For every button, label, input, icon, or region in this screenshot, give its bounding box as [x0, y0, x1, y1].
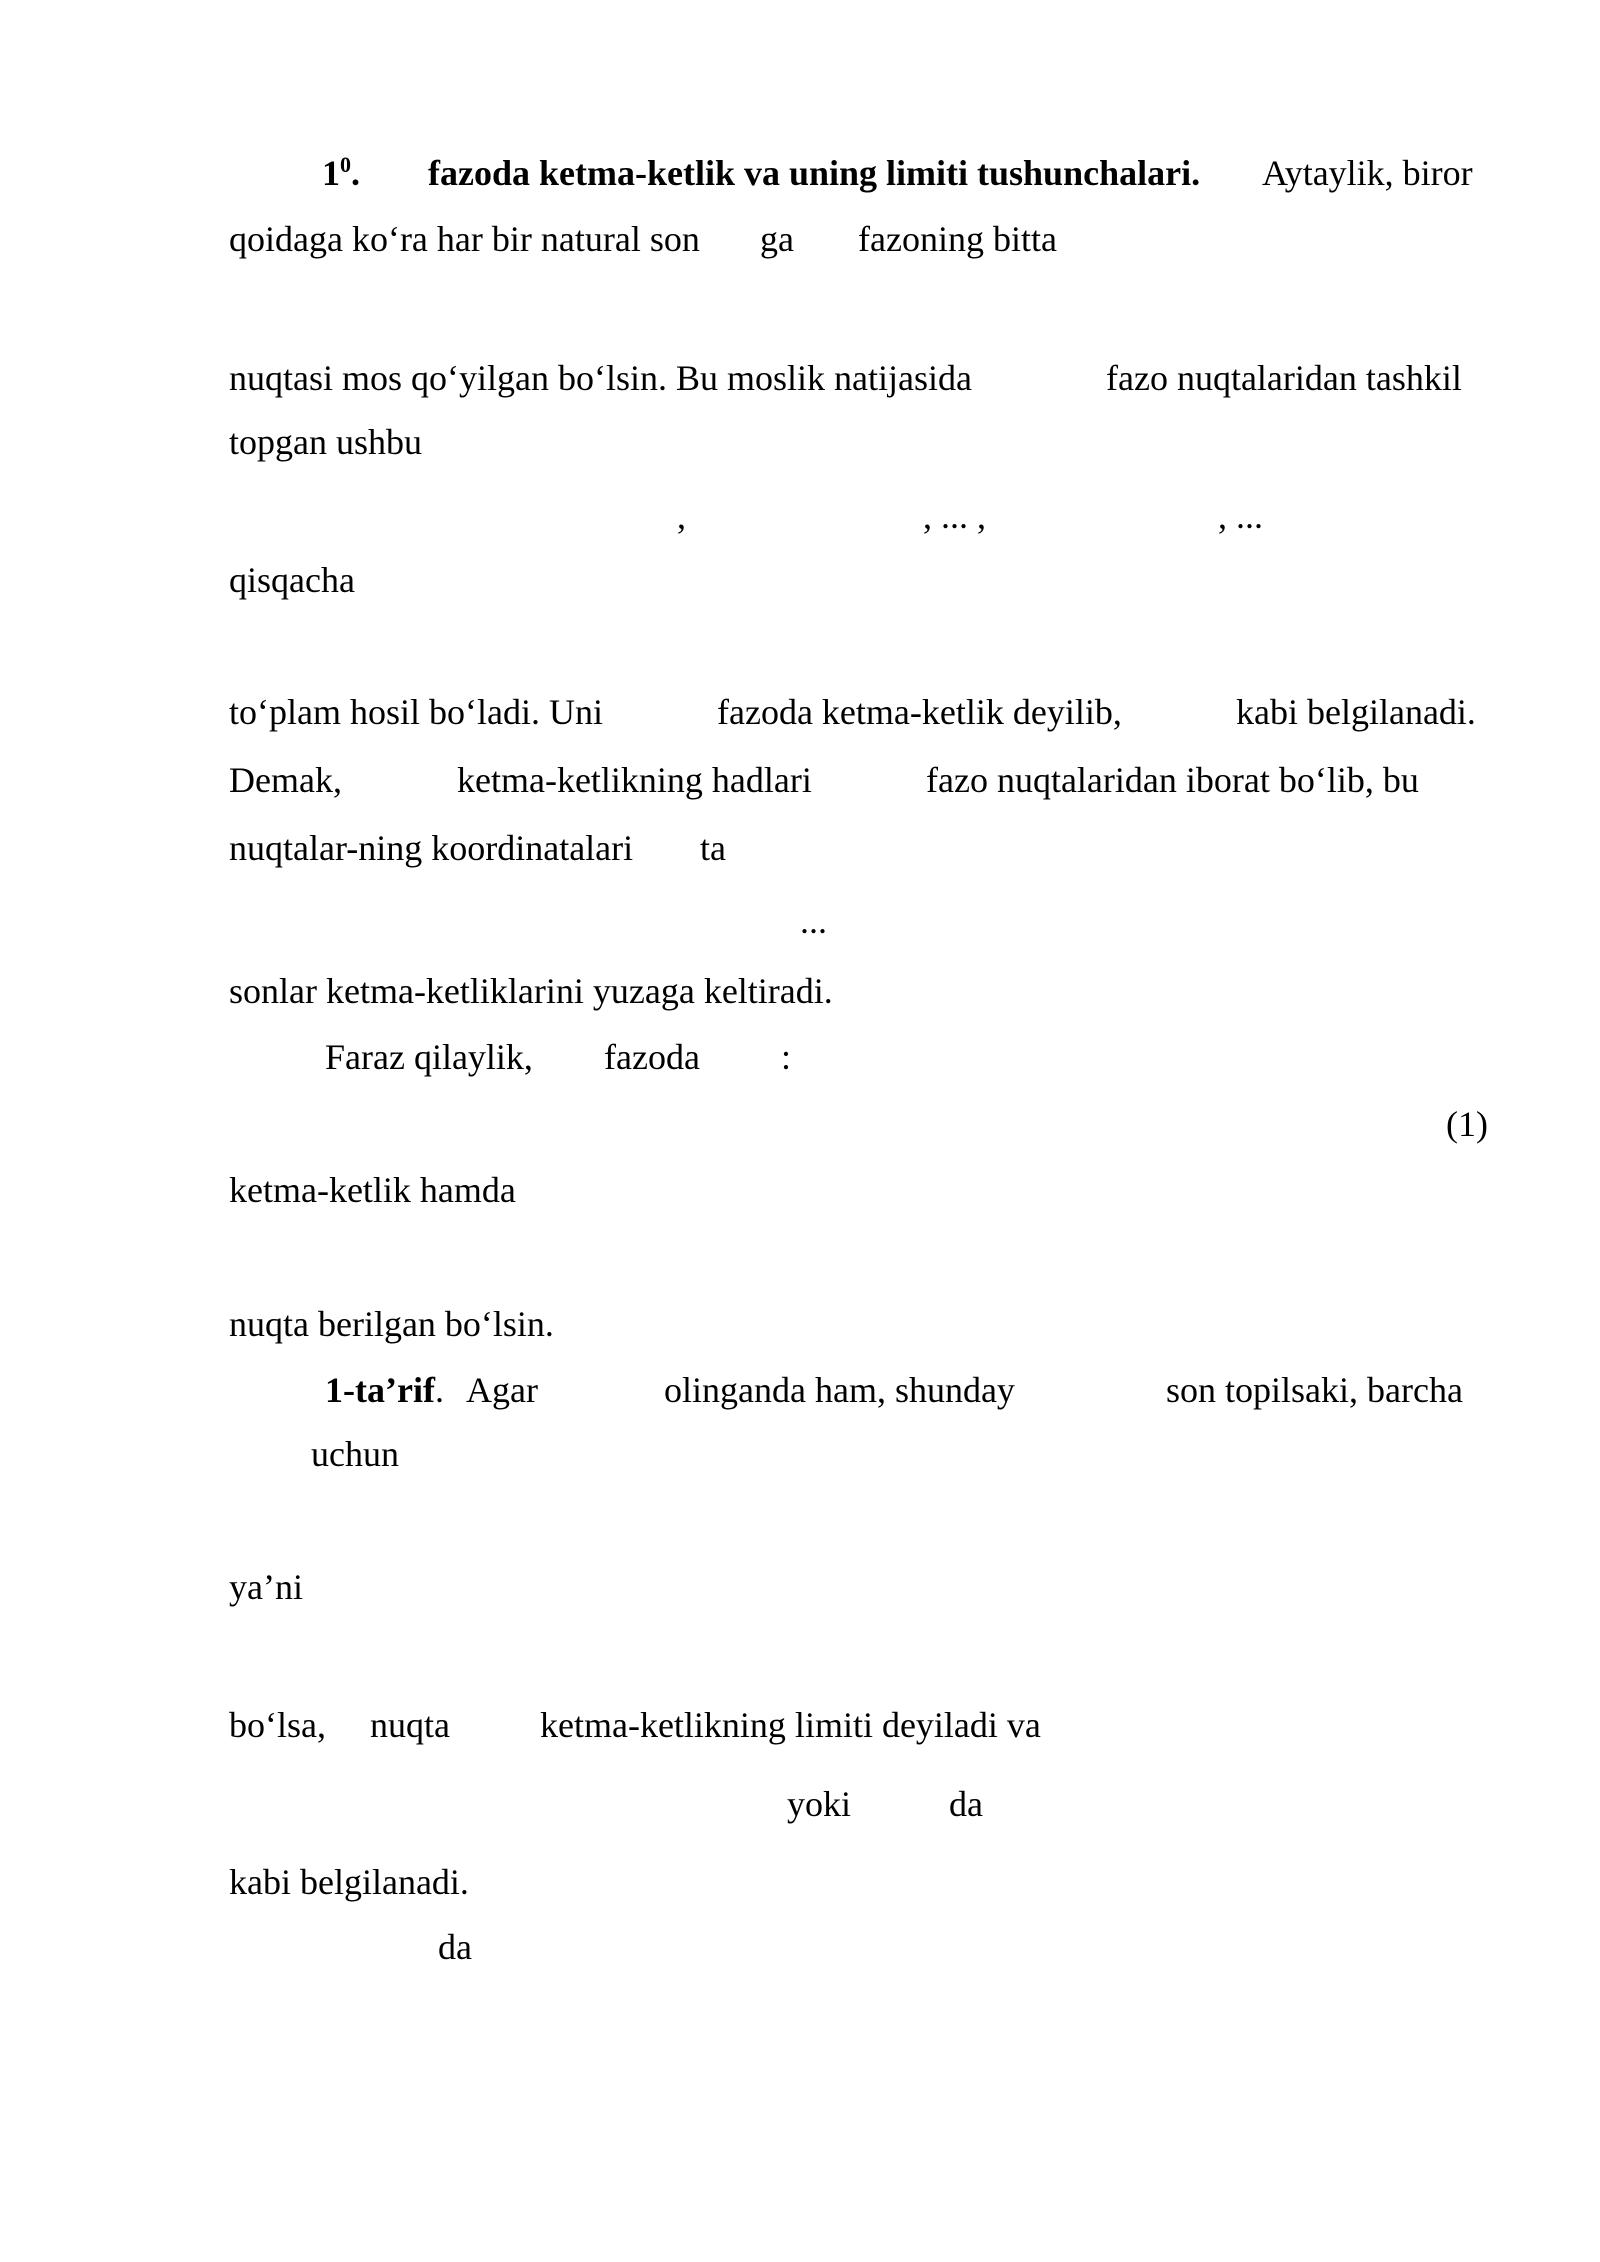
text-line: da — [438, 1927, 472, 1967]
sequence-separator: , — [677, 496, 686, 536]
text-line: to‘plam hosil bo‘ladi. Uni — [229, 692, 603, 732]
text-line: : — [781, 1037, 792, 1077]
text-line: nuqtasi mos qo‘yilgan bo‘lsin. Bu moslik natijasida — [229, 358, 972, 398]
text-line: yoki — [787, 1784, 852, 1824]
text-line: olinganda ham, shunday — [664, 1370, 1015, 1410]
text-line: sonlar ketma-ketliklarini yuzaga keltiradi. — [229, 971, 833, 1011]
text-line: Demak, — [229, 760, 342, 800]
text-line: ketma-ketlik hamda — [229, 1170, 516, 1210]
text-line: kabi belgilanadi. — [1236, 692, 1476, 732]
text-line: fazo nuqtalaridan iborat bo‘lib, bu — [926, 760, 1419, 800]
text-line: fazoda ketma-ketlik deyilib, — [717, 692, 1122, 732]
sequence-separator: , ... — [1218, 496, 1263, 536]
text-line: ta — [700, 828, 726, 868]
text-line: qisqacha — [229, 560, 355, 600]
text-line: nuqta berilgan bo‘lsin. — [229, 1304, 554, 1344]
text-line: kabi belgilanadi. — [229, 1862, 469, 1902]
text-line: ketma-ketlikning hadlari — [457, 760, 812, 800]
section-number: $1^0$. — [322, 152, 360, 193]
text-line: nuqtalar-ning koordinatalari — [229, 828, 634, 868]
text-line: ga — [760, 219, 794, 259]
sequence-separator: , ... , — [923, 496, 986, 536]
equation-number: (1) — [1446, 1104, 1488, 1144]
text-line: bo‘lsa, — [229, 1705, 326, 1745]
text-line: uchun — [311, 1434, 399, 1474]
section-title: fazoda ketma-ketlik va uning limiti tushunchalari. — [428, 153, 1201, 193]
text-line: nuqta — [370, 1705, 450, 1745]
definition-label: 1-ta’rif. — [325, 1370, 444, 1410]
ellipsis: ... — [800, 901, 827, 941]
text-line: da — [949, 1784, 983, 1824]
paragraph-lead: Aytaylik, biror — [1262, 153, 1473, 193]
text-line: Faraz qilaylik, — [325, 1037, 533, 1077]
text-line: son topilsaki, barcha — [1166, 1370, 1463, 1410]
text-line: fazoning bitta — [858, 219, 1057, 259]
text-line: ketma-ketlikning limiti deyiladi va — [540, 1705, 1041, 1745]
text-line: Agar — [466, 1370, 538, 1410]
text-line: fazoda — [604, 1037, 700, 1077]
text-line: topgan ushbu — [229, 422, 422, 462]
text-line: qoidaga ko‘ra har bir natural son — [229, 219, 700, 259]
text-line: ya’ni — [229, 1567, 303, 1607]
text-line: fazo nuqtalaridan tashkil — [1106, 358, 1462, 398]
